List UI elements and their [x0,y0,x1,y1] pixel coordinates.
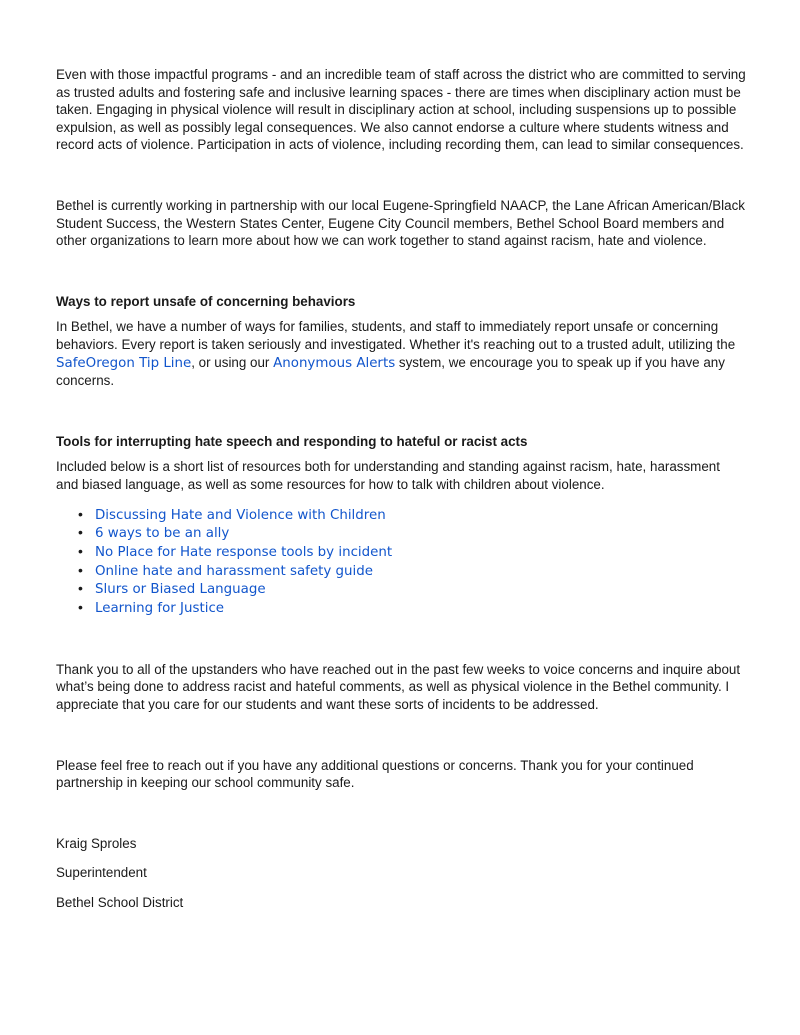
paragraph-report [56,318,746,389]
list-item [56,562,746,581]
report-text-after: system, we encourage you to speak up if you have any concerns. [56,354,725,389]
resource-link-learning-for-justice[interactable]: Learning for Justice [95,601,225,617]
list-item [56,599,746,618]
paragraph-tools-intro: Included below is a short list of resources both for understanding and standing against racism, hate, harassment and biased language, as well as some resources for how to talk with children about violence. [56,459,720,492]
resource-link-online-safety[interactable]: Online hate and harassment safety guide [95,563,373,579]
report-text-middle: , or using our [191,354,274,370]
bullet-icon: • [78,505,83,522]
resource-link-ally[interactable]: 6 ways to be an ally [95,526,230,542]
report-text-before: In Bethel, we have a number of ways for families, students, and staff to immediately report unsafe or concerning behaviors. Every report is taken seriously and investigated. Whether it's reaching out to a trusted adult, utilizing the [56,319,736,352]
resource-link-no-place-for-hate[interactable]: No Place for Hate response tools by incident [95,544,393,560]
heading-tools: Tools for interrupting hate speech and responding to hateful or racist acts [56,433,528,449]
list-item [56,580,746,599]
paragraph-partnership: Bethel is currently working in partnership with our local Eugene-Springfield NAACP, the Lane African American/Black Student Success, the Western States Center, Eugene City Council members, Bethel School Board members and other organizations to learn more about how we can work together to stand against racism, hate and violence. [56,197,745,249]
resource-link-discussing-hate[interactable]: Discussing Hate and Violence with Children [95,507,386,523]
list-item [56,543,746,562]
paragraph-discipline: Even with those impactful programs - and an incredible team of staff across the district who are committed to serving as trusted adults and fostering safe and inclusive learning spaces - there are times when disciplinary action must be taken. Engaging in physical violence will result in disciplinary action at school, including suspensions up to possible expulsion, as well as possibly legal consequences. We also cannot endorse a culture where students witness and record acts of violence. Participation in acts of violence, including recording them, can lead to similar consequences. [56,67,746,153]
signature-title: Superintendent [56,865,147,881]
list-item [56,524,746,543]
bullet-icon: • [78,561,83,578]
resource-link-slurs[interactable]: Slurs or Biased Language [95,582,266,598]
bullet-icon: • [78,599,83,616]
paragraph-thanks: Thank you to all of the upstanders who have reached out in the past few weeks to voice concerns and inquire about what’s being done to address racist and hateful comments, as well as physical violence in the Bethel community. I appreciate that you care for our students and want these sorts of incidents to be addressed. [56,661,741,712]
bullet-icon: • [78,524,83,541]
bullet-icon: • [78,580,83,597]
bullet-icon: • [78,542,83,559]
safeoregon-tip-line-link[interactable]: SafeOregon Tip Line [56,355,192,371]
signature-org: Bethel School District [56,894,184,910]
paragraph-contact: Please feel free to reach out if you have any additional questions or concerns. Thank you for your continued partnership in keeping our school community safe. [56,757,694,791]
letter-body [56,66,746,923]
heading-report: Ways to report unsafe of concerning behaviors [56,293,356,309]
signature-name: Kraig Sproles [56,835,137,851]
list-item [56,506,746,525]
anonymous-alerts-link[interactable]: Anonymous Alerts [273,355,396,371]
resource-list [56,506,746,618]
